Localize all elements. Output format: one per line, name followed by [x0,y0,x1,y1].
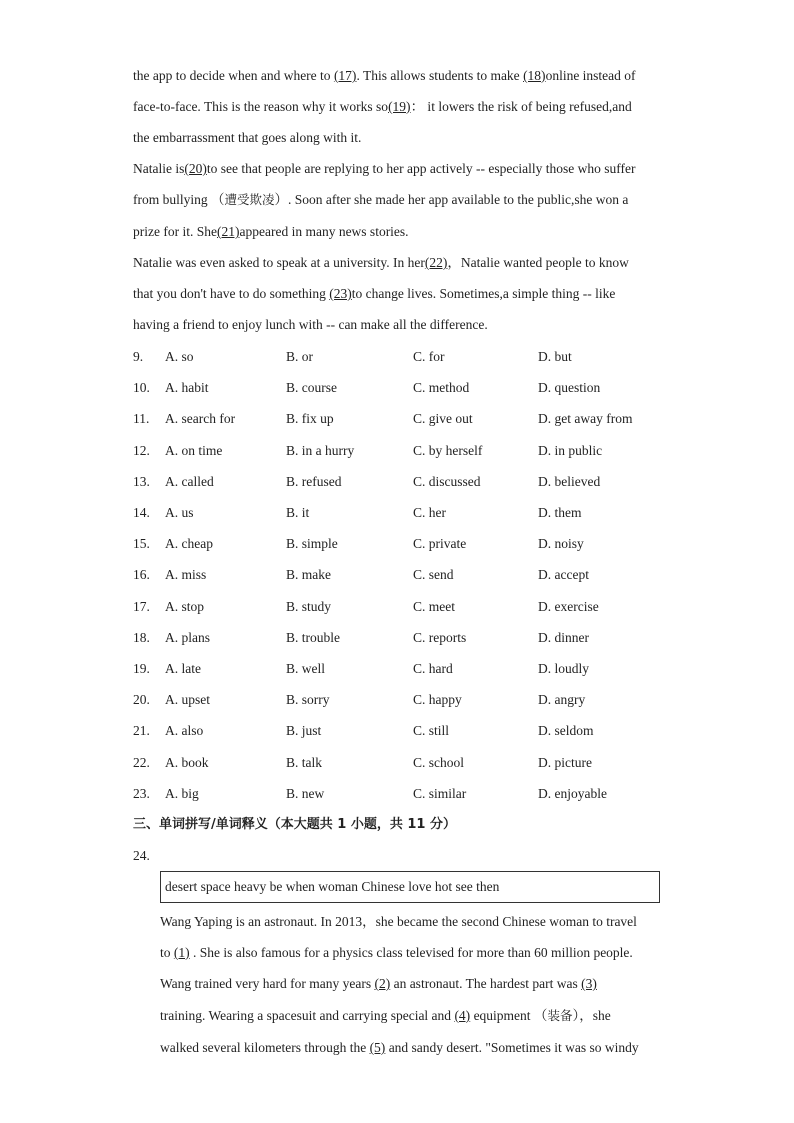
blank-3: (3) [581,976,597,991]
blank-5: (5) [369,1040,386,1055]
question-number: 14. [133,505,150,520]
text: to change lives. Sometimes,a simple thing -- like [351,286,616,301]
text: ： it lowers the risk of being refused,and [410,99,632,114]
option-b[interactable]: B. talk [286,755,322,770]
option-a[interactable]: A. cheap [165,536,213,551]
option-a[interactable]: A. habit [165,380,209,395]
text: . She is also famous for a physics class televised for more than 60 million people. [189,945,633,960]
option-d[interactable]: D. get away from [538,411,633,426]
question-number: 11. [133,411,150,426]
text: online instead of [545,68,636,83]
option-d[interactable]: D. question [538,380,601,395]
option-a[interactable]: A. stop [165,599,205,614]
option-a[interactable]: A. so [165,349,194,364]
passage2-line-5 [160,1038,639,1058]
question-row [133,409,693,429]
text: walked several kilometers through the [160,1040,370,1055]
option-b[interactable]: B. fix up [286,411,334,426]
option-b[interactable]: B. sorry [286,692,330,707]
question-row [133,347,693,367]
question-number: 9. [133,349,144,364]
text: Natalie was even asked to speak at a university. In her [133,255,425,270]
option-c[interactable]: C. still [413,723,450,738]
text: Natalie is [133,161,185,176]
option-b[interactable]: B. it [286,505,310,520]
option-c[interactable]: C. private [413,536,467,551]
option-d[interactable]: D. exercise [538,599,599,614]
option-c[interactable]: C. happy [413,692,462,707]
option-c[interactable]: C. similar [413,786,467,801]
option-c[interactable]: C. hard [413,661,453,676]
option-d[interactable]: D. believed [538,474,601,489]
question-row [133,690,693,710]
option-d[interactable]: D. enjoyable [538,786,607,801]
blank-19: (19) [388,99,411,114]
question-number: 10. [133,380,150,395]
passage2-line-4 [160,1006,611,1026]
text: and sandy desert. "Sometimes it was so windy [385,1040,639,1055]
option-b[interactable]: B. trouble [286,630,340,645]
option-b[interactable]: B. or [286,349,313,364]
option-b[interactable]: B. study [286,599,332,614]
option-a[interactable]: A. late [165,661,201,676]
blank-2: (2) [374,976,391,991]
option-d[interactable]: D. dinner [538,630,589,645]
option-a[interactable]: A. miss [165,567,207,582]
question-number: 19. [133,661,150,676]
option-d[interactable]: D. in public [538,443,603,458]
question-row [133,472,693,492]
text: that you don't have to do something [133,286,330,301]
question-number: 23. [133,786,150,801]
text: an astronaut. The hardest part was [390,976,582,991]
question-number: 13. [133,474,150,489]
passage-line-8 [133,284,615,304]
option-a[interactable]: A. plans [165,630,210,645]
text: ），she [572,1008,611,1023]
option-d[interactable]: D. angry [538,692,586,707]
question-row [133,753,693,773]
passage-line-7 [133,253,629,273]
question-row [133,534,693,554]
blank-4: (4) [454,1008,471,1023]
option-c[interactable]: C. discussed [413,474,481,489]
passage-line-3: the embarrassment that goes along with it. [133,130,362,145]
question-number: 16. [133,567,150,582]
passage-line-6 [133,222,409,242]
option-a[interactable]: A. book [165,755,209,770]
option-a[interactable]: A. upset [165,692,210,707]
blank-17: (17) [333,68,357,83]
word-bank-box: desert space heavy be when woman Chinese love hot see then [160,871,660,903]
blank-21: (21) [216,224,240,239]
text: to [160,945,174,960]
question-row [133,784,693,804]
option-a[interactable]: A. search for [165,411,236,426]
passage2-line-3 [160,974,597,994]
passage-line-2 [133,97,632,117]
question-number: 21. [133,723,150,738]
option-c[interactable]: C. method [413,380,470,395]
question-number: 24. [133,848,150,863]
text: face-to-face. This is the reason why it works so [133,99,389,114]
question-number: 18. [133,630,150,645]
option-c[interactable]: C. by herself [413,443,483,458]
option-d[interactable]: D. noisy [538,536,584,551]
question-number: 22. [133,755,150,770]
blank-22: (22) [424,255,448,270]
question-row [133,503,693,523]
question-row [133,721,693,741]
option-b[interactable]: B. in a hurry [286,443,355,458]
passage2-line-1: Wang Yaping is an astronaut. In 2013，she became the second Chinese woman to travel [160,914,637,929]
text: to see that people are replying to her app actively -- especially those who suffer [206,161,636,176]
blank-20: (20) [184,161,207,176]
option-b[interactable]: B. course [286,380,337,395]
text: training. Wearing a spacesuit and carrying special and [160,1008,455,1023]
text: ，Natalie wanted people to know [447,255,629,270]
passage-line-1 [133,66,636,86]
option-b[interactable]: B. well [286,661,325,676]
chinese-gloss: 遭受欺凌 [224,192,275,207]
option-a[interactable]: A. called [165,474,214,489]
option-d[interactable]: D. picture [538,755,592,770]
text: from bullying （ [133,192,225,207]
question-row [133,597,693,617]
question-number: 12. [133,443,150,458]
question-number: 20. [133,692,150,707]
option-b[interactable]: B. just [286,723,322,738]
question-row [133,659,693,679]
text: Wang trained very hard for many years [160,976,375,991]
option-b[interactable]: B. simple [286,536,338,551]
option-b[interactable]: B. new [286,786,325,801]
option-b[interactable]: B. refused [286,474,342,489]
text: ）. Soon after she made her app available to the public,she won a [274,192,629,207]
text: equipment （ [470,1008,548,1023]
option-c[interactable]: C. her [413,505,446,520]
option-d[interactable]: D. loudly [538,661,590,676]
option-c[interactable]: C. give out [413,411,473,426]
option-d[interactable]: D. accept [538,567,589,582]
option-a[interactable]: A. big [165,786,199,801]
section-title: 三、单词拼写/单词释义（本大题共 1 小题，共 11 分） [133,817,456,832]
option-a[interactable]: A. on time [165,443,223,458]
blank-18: (18) [523,68,546,83]
question-number: 15. [133,536,150,551]
chinese-gloss: 装备 [547,1008,573,1023]
option-c[interactable]: C. for [413,349,445,364]
passage-line-4 [133,159,635,179]
blank-1: (1) [173,945,190,960]
question-row [133,628,693,648]
option-c[interactable]: C. school [413,755,465,770]
option-a[interactable]: A. also [165,723,204,738]
option-a[interactable]: A. us [165,505,194,520]
passage2-line-2 [160,943,633,963]
blank-23: (23) [329,286,352,301]
question-row [133,441,693,461]
question-row [133,378,693,398]
option-d[interactable]: D. seldom [538,723,594,738]
passage-line-9: having a friend to enjoy lunch with -- can make all the difference. [133,317,488,332]
option-d[interactable]: D. them [538,505,582,520]
text: appeared in many news stories. [239,224,409,239]
option-d[interactable]: D. but [538,349,572,364]
question-number: 17. [133,599,150,614]
option-c[interactable]: C. meet [413,599,455,614]
passage-line-5 [133,190,628,210]
question-row [133,565,693,585]
option-c[interactable]: C. send [413,567,454,582]
option-b[interactable]: B. make [286,567,331,582]
text: prize for it. She [133,224,217,239]
text: the app to decide when and where to [133,68,334,83]
text: . This allows students to make [356,68,524,83]
option-c[interactable]: C. reports [413,630,467,645]
